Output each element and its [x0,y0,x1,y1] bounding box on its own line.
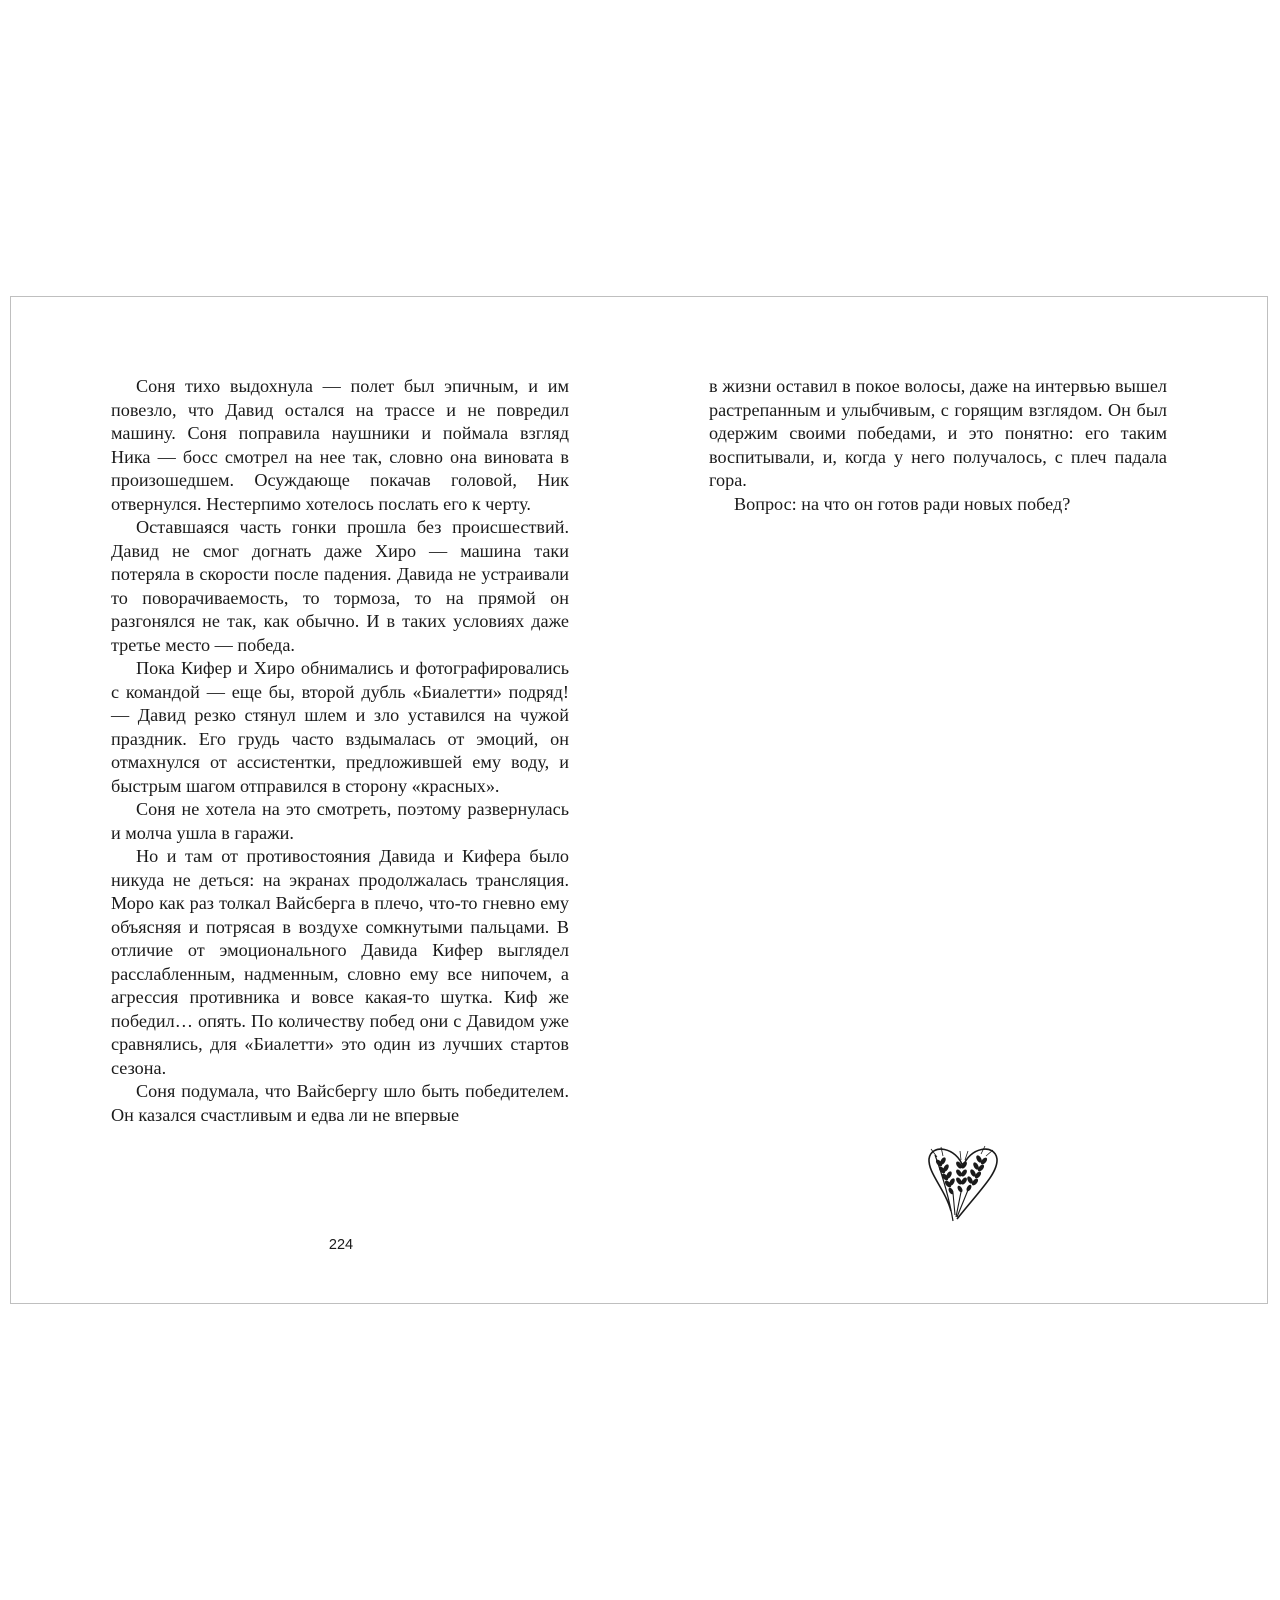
paragraph: Соня подумала, что Вайсбергу шло быть победителем. Он казался счастливым и едва ли не впервые [111,1081,569,1125]
right-page-text [709,375,1167,516]
page-number: 224 [328,1237,354,1253]
left-page-text [111,375,569,1127]
paragraph: Пока Кифер и Хиро обнимались и фотографировались с командой — еще бы, второй дубль «Биалетти» подряд! — Давид резко стянул шлем и зло уставился на чужой праздник. Его грудь часто вздымалась от эмоций, он отмахнулся от ассистентки, предложившей ему воду, и быстрым шагом отправился в сторону «красных». [111,658,569,796]
paragraph: Соня тихо выдохнула — полет был эпичным, и им повезло, что Давид остался на трассе и не повредил машину. Соня поправила наушники и поймала взгляд Ника — босс смотрел на нее так, словно она виновата в произошедшем. Осуждающе покачав головой, Ник отвернулся. Нестерпимо хотелось послать его к черту. [111,376,569,514]
paragraph: Соня не хотела на это смотреть, поэтому развернулась и молча ушла в гаражи. [111,799,569,843]
wheat-heart-icon [923,1137,1003,1223]
book-spread [10,296,1268,1304]
paragraph: Вопрос: на что он готов ради новых побед? [734,493,1071,514]
paragraph: Но и там от противостояния Давида и Кифера было никуда не деться: на экранах продолжалась трансляция. Моро как раз толкал Вайсберга в плечо, что-то гневно ему объясняя и потрясая в воздухе сомкнутыми пальцами. В отличие от эмоционального Давида Кифер выглядел расслабленным, надменным, словно ему все нипочем, а агрессия противника и вовсе какая-то шутка. Киф же победил… опять. По количеству побед они с Давидом уже сравнялись, для «Биалетти» это один из лучших стартов сезона. [111,846,569,1078]
paragraph: Оставшаяся часть гонки прошла без происшествий. Давид не смог догнать даже Хиро — машина таки потеряла в скорости после падения. Давида не устраивали то поворачиваемость, то тормоза, то на прямой он разгонялся не так, как обычно. И в таких условиях даже третье место — победа. [111,517,569,655]
paragraph-continued: в жизни оставил в покое волосы, даже на интервью вышел растрепанным и улыбчивым, с горящим взглядом. Он был одержим своими победами, и это понятно: его таким воспитывали, и, когда у него получалось, с плеч падала гора. [709,376,1167,490]
